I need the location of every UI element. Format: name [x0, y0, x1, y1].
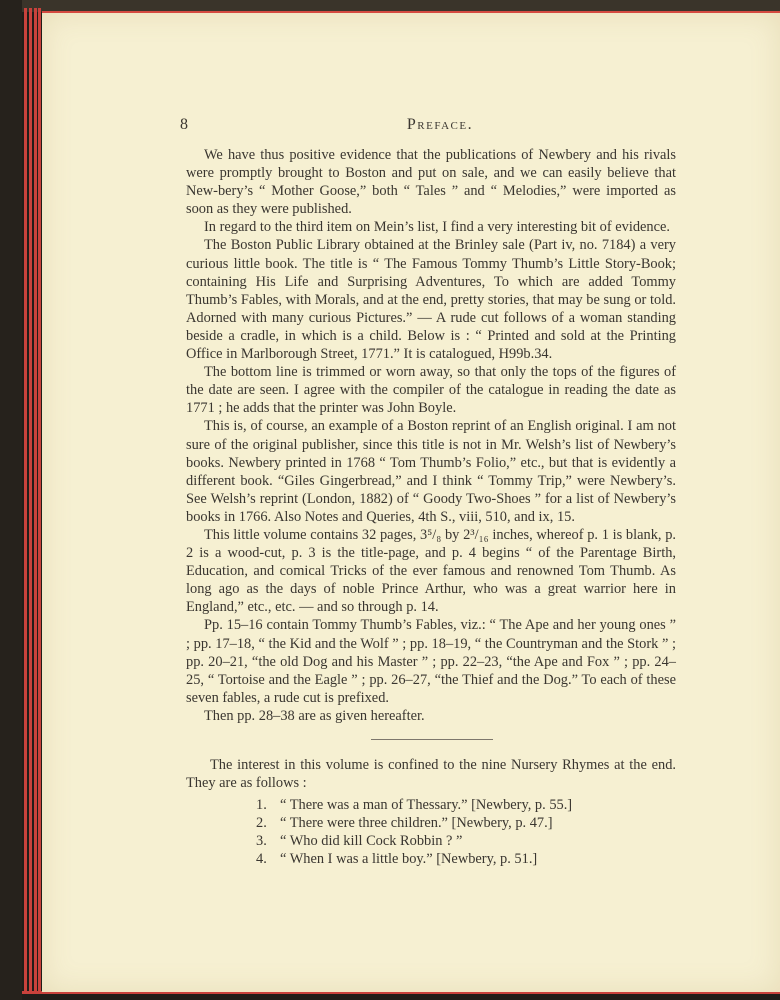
rhyme-text: “ There was a man of Thessary.” [Newbery, p. 55.] [280, 797, 573, 814]
page-edge [38, 8, 41, 994]
rhyme-text: “ There were three children.” [Newbery, p. 47.] [280, 815, 553, 832]
rhymes-list [186, 796, 676, 868]
list-item [256, 796, 676, 814]
page-header [180, 116, 700, 136]
rhyme-number: 3. [256, 833, 267, 850]
rhyme-text: “ Who did kill Cock Robbin ? ” [280, 833, 463, 850]
rhyme-number: 2. [256, 815, 267, 832]
paragraph: Then pp. 28–38 are as given hereafter. [204, 707, 425, 724]
rhymes-intro: The interest in this volume is confined to the nine Nursery Rhymes at the end. They are as follows : [186, 757, 676, 792]
paragraph: The Boston Public Library obtained at the Brinley sale (Part iv, no. 7184) a very curious little book. The title is “ The Famous Tommy Thumb’s Little Story-Book; containing His Life and Surprising Adventures, To which are added Tommy Thumb’s Fables, with Morals, and at the end, pretty stories, that may be sung or told. Adorned with many curious Pictures.” — A rude cut follows of a woman standing beside a cradle, in which is a child. Below is : “ Printed and sold at the Printing Office in Marlborough Street, 1771.” It is catalogued, H99b.34. [186, 237, 676, 363]
rhyme-text: “ When I was a little boy.” [Newbery, p. 51.] [280, 851, 538, 868]
paragraph: The bottom line is trimmed or worn away, so that only the tops of the figures of the date are seen. I agree with the compiler of the catalogue in reading the date as 1771 ; he adds that the printer was John Boyle. [186, 364, 676, 417]
running-head: Preface. [406, 116, 474, 133]
section-divider [371, 739, 493, 740]
paragraph: In regard to the third item on Mein’s list, I find a very interesting bit of evidence. [204, 219, 670, 236]
page-number: 8 [180, 116, 188, 133]
page-edge [34, 8, 37, 994]
book-spine [0, 0, 22, 1000]
rhyme-number: 4. [256, 851, 267, 868]
page-edge [24, 8, 27, 994]
rhymes-section [186, 756, 676, 868]
paragraph: This little volume contains 32 pages, 3⁵/₈ by 2³/₁₆ inches, whereof p. 1 is blank, p. 2 is a wood-cut, p. 3 is the title-page, and p. 4 begins “ of the Parentage Birth, Education, and comical Tricks of the ever famous and renowned Tom Thumb. As long ago as the days of noble Prince Arthur, who was a great warrior here in England,” etc., etc. — and so through p. 14. [186, 526, 676, 616]
paragraph: We have thus positive evidence that the publications of Newbery and his rivals were promptly brought to Boston and put on sale, and we can easily believe that New-bery’s “ Mother Goose,” both “ Tales ” and “ Melodies,” were imported as soon as they were published. [186, 147, 676, 218]
list-item [256, 850, 676, 868]
list-item [256, 814, 676, 832]
page-edge [29, 8, 32, 994]
main-text [186, 146, 676, 725]
paragraph: This is, of course, an example of a Boston reprint of an English original. I am not sure of the original publisher, since this title is not in Mr. Welsh’s list of Newbery’s books. Newbery printed in 1768 “ Tom Thumb’s Folio,” etc., but that is evidently a different book. “Giles Gingerbread,” and I think “ Tommy Trip,” were Newbery’s. See Welsh’s reprint (London, 1882) of “ Goody Two-Shoes ” for a list of Newbery’s books in 1766. Also Notes and Queries, 4th S., viii, 510, and ix, 15. [186, 418, 676, 525]
paragraph: Pp. 15–16 contain Tommy Thumb’s Fables, viz.: “ The Ape and her young ones ” ; pp. 17–18, “ the Kid and the Wolf ” ; pp. 18–19, “ the Countryman and the Stork ” ; pp. 20–21, “the old Dog and his Master ” ; pp. 22–23, “the Ape and Fox ” ; pp. 24–25, “ Tortoise and the Eagle ” ; pp. 26–27, “the Thief and the Dog.” To each of these seven fables, a rude cut is prefixed. [186, 617, 676, 706]
list-item [256, 832, 676, 850]
rhyme-number: 1. [256, 797, 267, 814]
